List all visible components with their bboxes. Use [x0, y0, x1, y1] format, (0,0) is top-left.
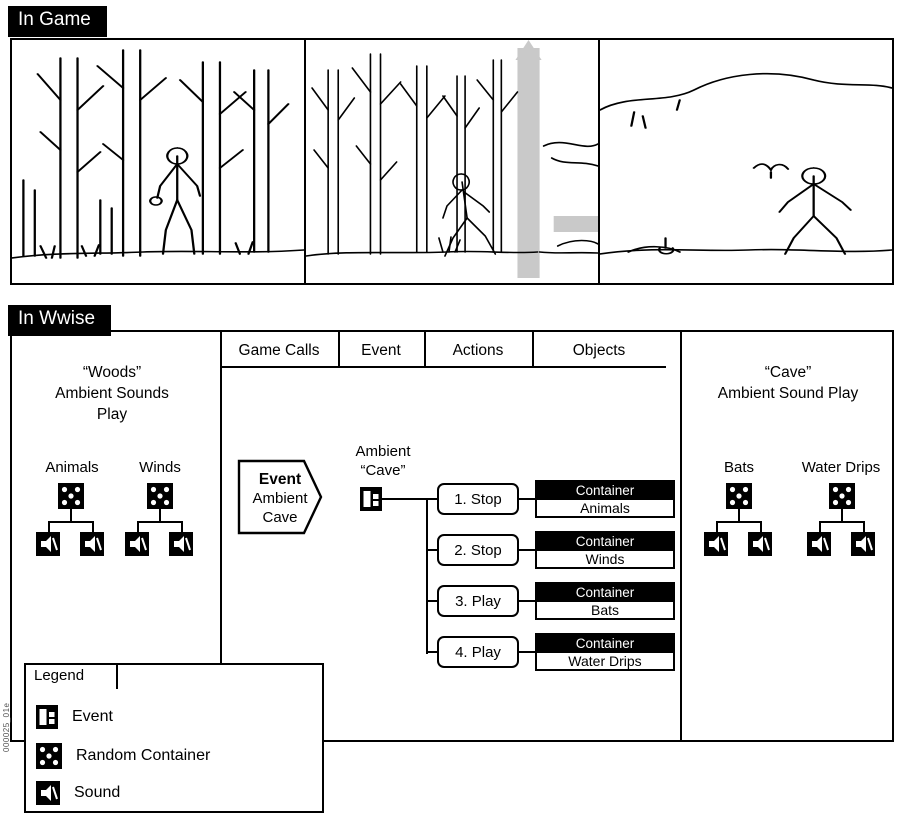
tree-line-winds-r	[181, 521, 183, 532]
sound-icon	[125, 532, 149, 556]
right-panel-title	[690, 363, 886, 405]
legend-tab-seam	[26, 687, 116, 690]
tree-line-winds-bar	[137, 521, 183, 523]
tree-line-animals-r	[92, 521, 94, 532]
tree-line-bats-bar	[716, 521, 762, 523]
sound-icon	[80, 532, 104, 556]
group-label-water-drips: Water Drips	[801, 459, 881, 476]
group-label-bats: Bats	[723, 459, 754, 476]
random-container-icon	[58, 483, 84, 509]
group-label-animals: Animals	[45, 459, 99, 476]
action-box-4[interactable]: 4. Play	[437, 636, 519, 668]
sound-bats-1	[704, 532, 728, 561]
left-panel-title-line1: “Woods”	[82, 364, 142, 381]
event-node-icon-wrap[interactable]	[360, 487, 382, 516]
sound-winds-1	[125, 532, 149, 561]
tree-line-bats-l	[716, 521, 718, 532]
left-panel-title	[24, 363, 200, 426]
scene-woods	[12, 40, 304, 283]
section-tab-in-game: In Game	[8, 6, 107, 37]
event-node-label-line2: “Cave”	[360, 461, 406, 479]
tree-line-animals-l	[48, 521, 50, 532]
tree-line-drips-r	[863, 521, 865, 532]
object-box-1[interactable]	[535, 480, 675, 518]
tree-line-winds-stem	[159, 509, 161, 521]
column-header-game-calls: Game Calls	[238, 341, 320, 359]
right-panel-title-line1: “Cave”	[764, 364, 812, 381]
tree-line-drips-stem	[841, 509, 843, 521]
object-box-2[interactable]	[535, 531, 675, 569]
sound-icon	[851, 532, 875, 556]
random-container-icon	[726, 483, 752, 509]
left-panel-title-line3: Play	[96, 405, 128, 423]
in-game-panel	[10, 38, 894, 285]
object-box-1-type: Container	[537, 482, 673, 500]
event-node-label	[344, 443, 422, 481]
sound-icon	[704, 532, 728, 556]
sound-animals-1	[36, 532, 60, 561]
column-header-event: Event	[361, 341, 401, 359]
object-box-4[interactable]	[535, 633, 675, 671]
legend-item-random-container-label: Random Container	[76, 747, 211, 764]
sound-winds-2	[169, 532, 193, 561]
event-game-call-shape[interactable]	[236, 458, 324, 536]
tree-line-animals-stem	[70, 509, 72, 521]
object-box-3[interactable]	[535, 582, 675, 620]
connector-event-to-bus	[382, 498, 428, 500]
sound-drips-1	[807, 532, 831, 561]
tree-line-winds-l	[137, 521, 139, 532]
legend-item-event-label: Event	[72, 708, 113, 725]
tree-line-drips-bar	[819, 521, 865, 523]
sound-animals-2	[80, 532, 104, 561]
object-box-2-type: Container	[537, 533, 673, 551]
section-tab-in-wwise: In Wwise	[8, 305, 111, 336]
sound-icon	[36, 781, 60, 805]
action-box-1[interactable]: 1. Stop	[437, 483, 519, 515]
object-box-3-type: Container	[537, 584, 673, 602]
random-container-icon	[36, 743, 62, 769]
connector-bus-vertical	[426, 498, 428, 654]
divider-right-panel	[680, 332, 682, 740]
random-container-icon	[147, 483, 173, 509]
event-shape-label-bold: Event	[258, 471, 302, 488]
sound-bats-2	[748, 532, 772, 561]
random-container-icon	[829, 483, 855, 509]
column-header-objects: Objects	[572, 341, 626, 359]
event-shape-label-line2: Ambient	[252, 489, 308, 507]
tree-line-drips-l	[819, 521, 821, 532]
object-box-3-name: Bats	[590, 602, 619, 618]
left-panel-title-line2: Ambient Sounds	[55, 384, 169, 402]
action-box-3[interactable]: 3. Play	[437, 585, 519, 617]
legend-item-random-container	[36, 743, 210, 769]
object-box-1-name: Animals	[580, 500, 630, 516]
tree-line-bats-stem	[738, 509, 740, 521]
sound-icon	[169, 532, 193, 556]
event-node-label-line1: Ambient	[355, 443, 411, 460]
sound-icon	[807, 532, 831, 556]
legend-item-sound	[36, 781, 120, 805]
legend-item-event	[36, 705, 113, 729]
event-shape-label-line3: Cave	[262, 508, 298, 526]
tree-line-animals-bar	[48, 521, 94, 523]
scene-cave	[598, 40, 892, 283]
tree-line-bats-r	[760, 521, 762, 532]
column-header-actions: Actions	[452, 341, 504, 359]
sound-icon	[748, 532, 772, 556]
object-box-4-type: Container	[537, 635, 673, 653]
legend-item-sound-label: Sound	[74, 784, 121, 801]
group-label-winds: Winds	[139, 459, 181, 476]
sound-drips-2	[851, 532, 875, 561]
event-icon	[36, 705, 58, 729]
legend-title: Legend	[34, 667, 85, 684]
object-box-4-name: Water Drips	[568, 653, 642, 669]
event-icon	[360, 487, 382, 511]
object-box-2-name: Winds	[585, 551, 625, 567]
side-code-label: 000025_01e	[2, 702, 11, 752]
right-panel-title-line2: Ambient Sound Play	[717, 384, 859, 402]
sound-icon	[36, 532, 60, 556]
event-shape-text	[236, 470, 324, 527]
action-box-2[interactable]: 2. Stop	[437, 534, 519, 566]
scene-transition	[304, 40, 598, 283]
